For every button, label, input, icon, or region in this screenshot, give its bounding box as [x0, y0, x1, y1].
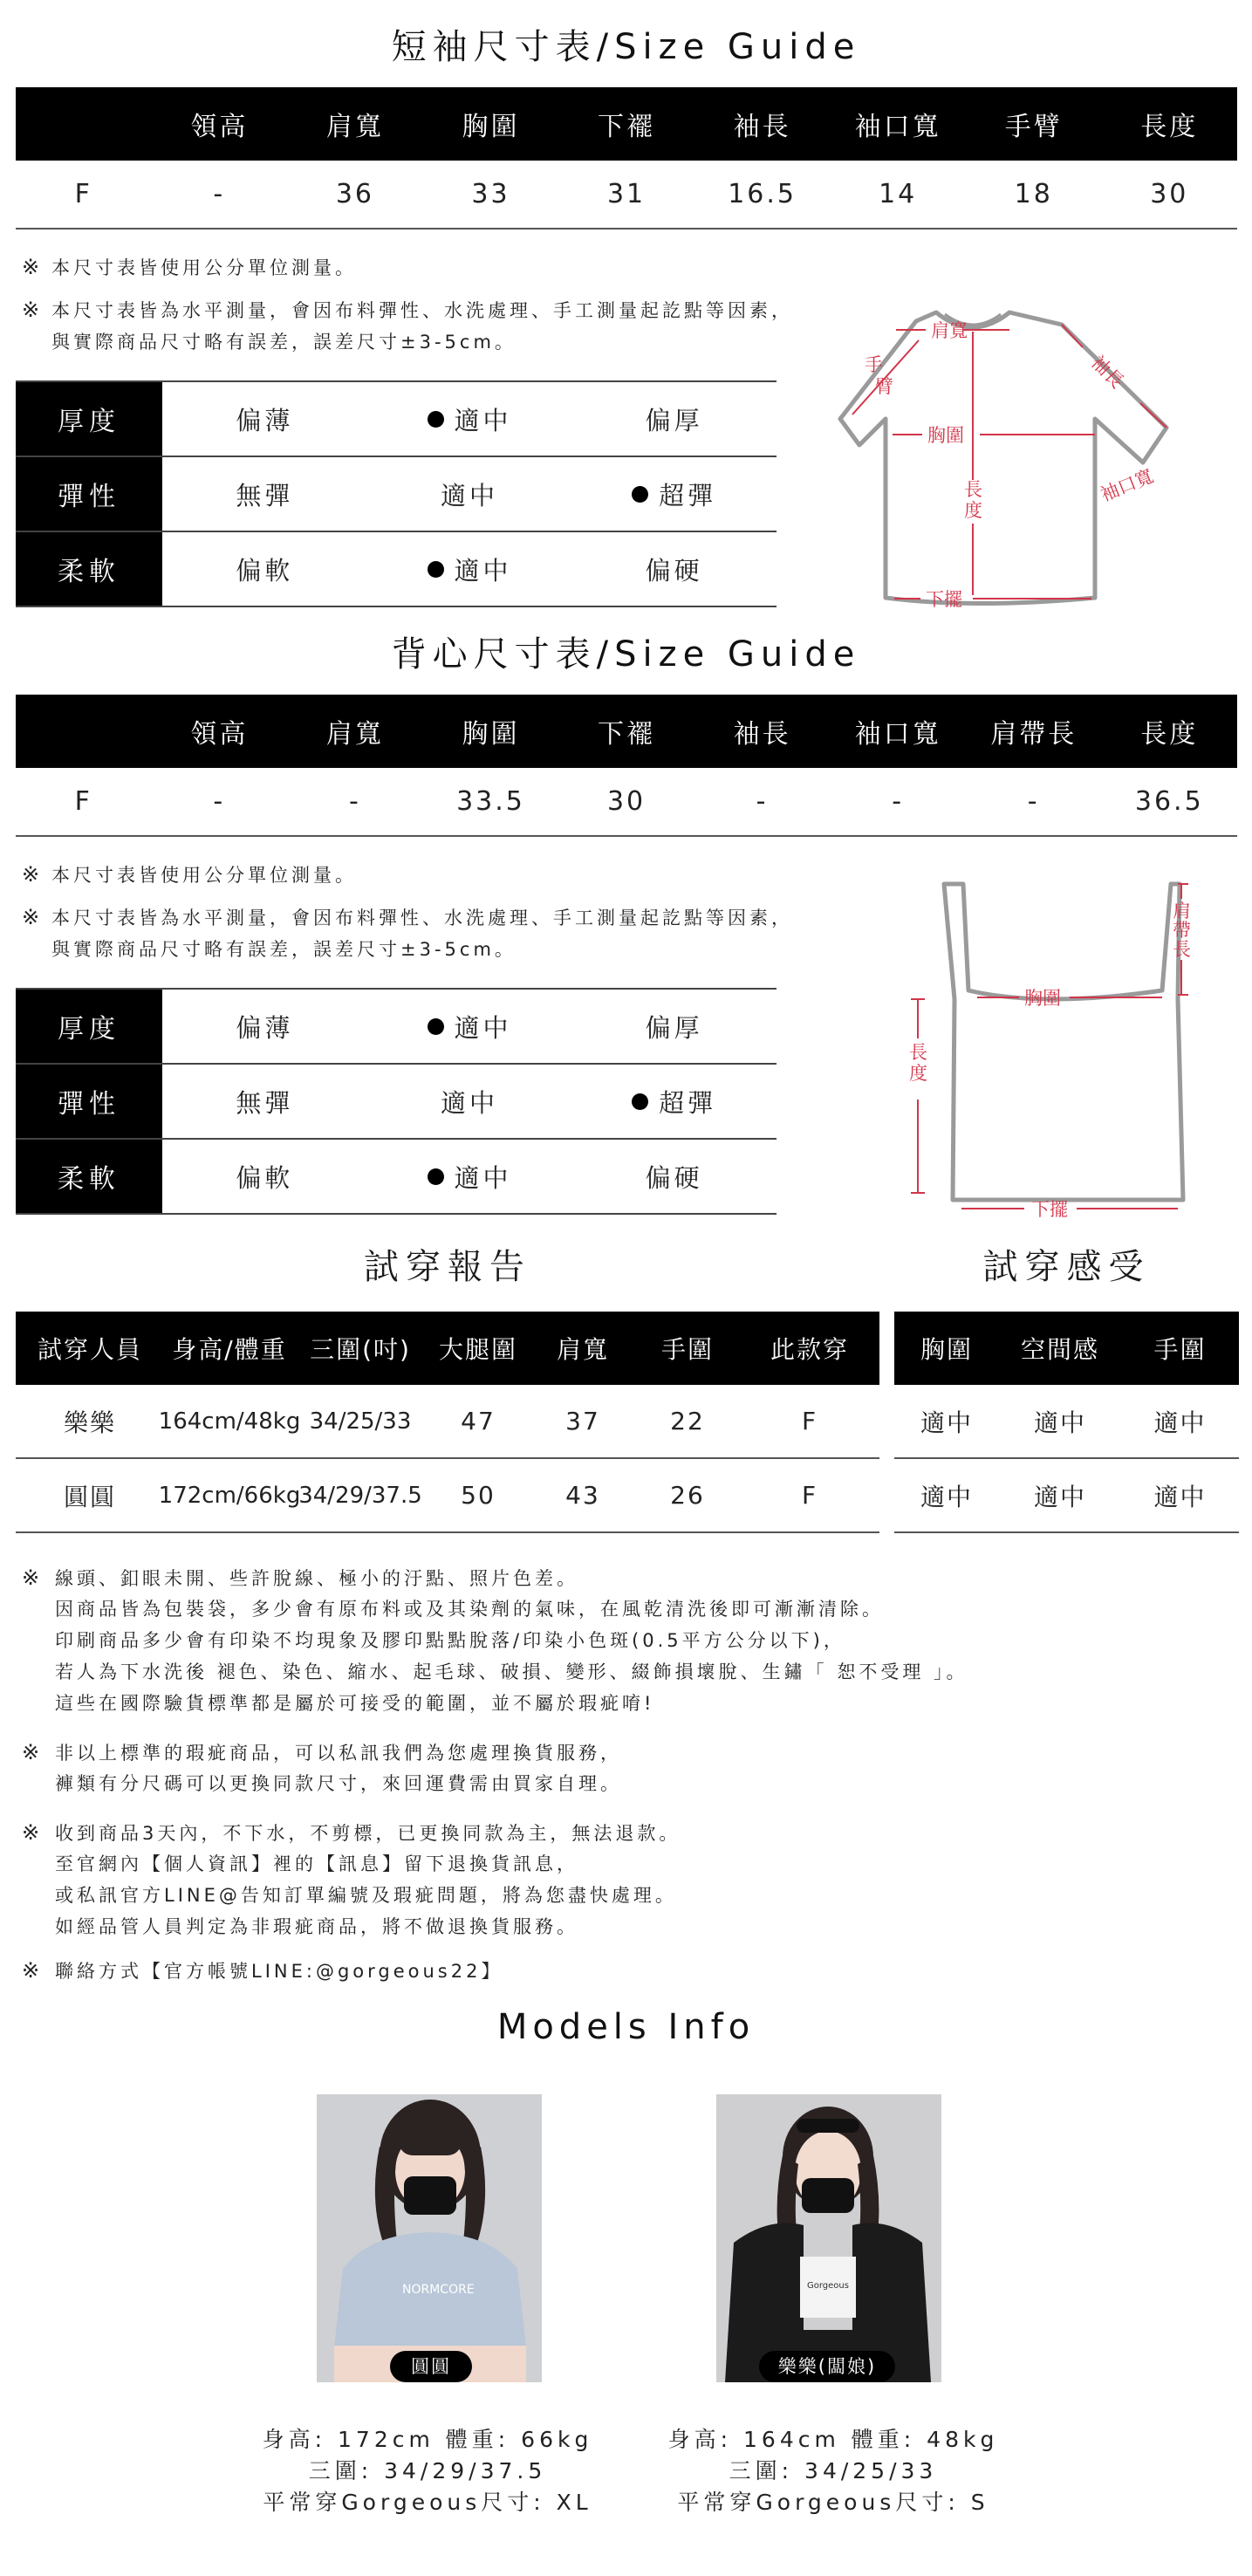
fabric-option: 偏薄	[236, 1012, 294, 1043]
tryon-cell: 50	[461, 1481, 496, 1510]
header-cell: 下襬	[598, 719, 656, 750]
policy-block-2	[22, 1737, 622, 1799]
reference-mark-icon: ※	[22, 1820, 44, 1845]
policy-text: 非以上標準的瑕疵商品，可以私訊我們為您處理換貨服務，	[55, 1743, 622, 1764]
reference-mark-icon: ※	[22, 1740, 44, 1764]
model-usual-size: 平常穿Gorgeous尺寸: XL	[263, 2490, 592, 2515]
value-cell: -	[213, 179, 226, 209]
vest-notes	[22, 859, 793, 965]
length-label-1: 長	[964, 479, 982, 500]
note-text: 與實際商品尺寸略有誤差，誤差尺寸±3-5cm。	[51, 332, 517, 353]
tryon-cell: 164cm/48kg	[158, 1408, 301, 1435]
tryon-cell: F	[801, 1407, 818, 1435]
fabric-row-elasticity	[16, 457, 777, 532]
model-stats: 身高: 172cm 體重: 66kg	[262, 2427, 593, 2452]
arm-label-1: 手	[865, 354, 883, 375]
header-cell: 肩寬	[325, 112, 384, 142]
table-row	[894, 1385, 1239, 1459]
selected-dot-icon	[632, 486, 648, 503]
chest-label: 胸圍	[927, 425, 964, 446]
vest-size-table	[16, 695, 1237, 837]
header-cell: 胸圍	[462, 719, 520, 750]
tryon-name: 圓圓	[63, 1482, 116, 1511]
fabric-option: 適中	[441, 1087, 499, 1118]
header-cell: 大腿圍	[438, 1335, 517, 1364]
arm-label-2: 臂	[875, 376, 893, 397]
header-cell: 此款穿	[770, 1335, 849, 1364]
reference-mark-icon: ※	[22, 1565, 44, 1590]
header-cell: 袖口寬	[854, 112, 941, 142]
tryon-cell: 34/29/37.5	[298, 1482, 422, 1509]
header-cell: 袖長	[733, 719, 791, 750]
tryon-cell: 26	[670, 1481, 705, 1510]
header-cell: 領高	[190, 112, 249, 142]
policy-block-1	[22, 1562, 968, 1719]
tee-size-title: 短袖尺寸表/Size Guide	[391, 27, 861, 67]
vest-size-title: 背心尺寸表/Size Guide	[391, 634, 861, 675]
model-photo-image	[317, 2094, 542, 2382]
hem-label: 下擺	[926, 589, 962, 610]
models-title: Models Info	[496, 2007, 756, 2047]
header-cell: 肩帶長	[990, 719, 1078, 750]
model-info-lele	[659, 2424, 1008, 2518]
tee-outline	[840, 312, 1166, 604]
selected-dot-icon	[428, 1018, 444, 1035]
shirt-print-text: Gorgeous	[807, 2281, 849, 2291]
model-caption: 圓圓	[390, 2351, 472, 2382]
policy-text: 褲類有分尺碼可以更換同款尺寸，來回運費需由買家自理。	[55, 1773, 622, 1794]
fabric-row-softness	[16, 532, 777, 607]
header-cell: 長度	[1140, 719, 1199, 750]
size-cell: F	[74, 786, 92, 817]
fabric-row-thickness	[16, 988, 777, 1065]
fabric-option: 偏軟	[236, 1162, 294, 1193]
policy-text: 因商品皆為包裝袋，多少會有原布料或及其染劑的氣味，在風乾清洗後即可漸漸清除。	[55, 1599, 884, 1620]
header-cell: 三圍(吋)	[310, 1335, 411, 1364]
policy-text: 或私訊官方LINE@告知訂單編號及瑕疵問題，將為您盡快處理。	[55, 1885, 677, 1906]
tryon-feel-header	[894, 1312, 1239, 1385]
model-photo-lele	[716, 2094, 941, 2382]
tryon-cell: 47	[461, 1407, 496, 1435]
selected-dot-icon	[632, 1093, 648, 1110]
selected-dot-icon	[428, 411, 444, 428]
header-cell: 肩寬	[325, 719, 384, 750]
policy-contact: 聯絡方式【官方帳號LINE:@gorgeous22】	[55, 1961, 503, 1982]
value-cell: -	[1027, 786, 1040, 817]
reference-mark-icon: ※	[22, 905, 44, 929]
reference-mark-icon: ※	[22, 298, 44, 322]
tryon-cell: 34/25/33	[309, 1408, 412, 1435]
policy-block-4	[22, 1955, 503, 1986]
fabric-option-selected: 適中	[367, 1140, 572, 1213]
value-cell: 16.5	[728, 179, 797, 209]
value-cell: 18	[1014, 179, 1053, 209]
model-measurements: 三圍: 34/29/37.5	[308, 2458, 547, 2484]
value-cell: 30	[1150, 179, 1189, 209]
cuff-label: 袖口寬	[1098, 465, 1157, 506]
tryon-cell: 22	[670, 1407, 705, 1435]
fabric-option: 適中	[441, 480, 499, 510]
fabric-option-selected: 適中	[367, 382, 572, 456]
value-cell: 14	[879, 179, 918, 209]
feel-cell: 適中	[1033, 1408, 1086, 1437]
length-label-1: 長	[909, 1042, 927, 1063]
policy-text: 線頭、釦眼未開、些許脫線、極小的汙點、照片色差。	[55, 1568, 578, 1589]
vest-fabric-table	[16, 988, 777, 1215]
fabric-option: 偏硬	[645, 555, 703, 586]
header-cell: 手圍	[660, 1335, 714, 1364]
fabric-label: 厚度	[16, 382, 162, 456]
selected-dot-icon	[428, 1168, 444, 1185]
fabric-option-selected: 超彈	[571, 457, 777, 531]
size-cell: F	[74, 179, 92, 209]
tee-size-header	[16, 87, 1237, 161]
tryon-feel-title: 試穿感受	[982, 1247, 1151, 1287]
policy-text: 至官網內【個人資訊】裡的【訊息】留下退換貨訊息，	[55, 1853, 578, 1874]
tryon-cell: 172cm/66kg	[158, 1482, 301, 1509]
vest-measure-diagram	[890, 877, 1221, 1226]
value-cell: 31	[606, 179, 647, 209]
strap-label-2: 帶	[1173, 920, 1191, 941]
table-row	[16, 1459, 879, 1533]
value-cell: -	[756, 786, 769, 817]
value-cell: -	[892, 786, 905, 817]
fabric-label: 彈性	[16, 457, 162, 531]
fabric-label: 柔軟	[16, 1140, 162, 1213]
strap-label-3: 長	[1173, 939, 1191, 960]
table-row	[16, 1385, 879, 1459]
sleeve-length-label: 袖長	[1086, 351, 1128, 393]
model-measurements: 三圍: 34/25/33	[729, 2458, 938, 2484]
value-cell: 30	[606, 786, 647, 817]
feel-cell: 適中	[920, 1408, 973, 1437]
header-cell: 領高	[190, 719, 249, 750]
value-cell: -	[348, 786, 361, 817]
fabric-row-elasticity	[16, 1065, 777, 1140]
tee-size-table	[16, 87, 1237, 230]
header-cell: 胸圍	[462, 112, 520, 142]
fabric-option: 偏硬	[645, 1162, 703, 1193]
strap-label-1: 肩	[1173, 901, 1191, 921]
model-caption: 樂樂(闆娘)	[759, 2351, 895, 2382]
model-info-yuanyuan	[253, 2424, 602, 2518]
table-row	[894, 1459, 1239, 1533]
tee-measure-diagram	[833, 288, 1200, 620]
shoulder-label: 肩寬	[931, 320, 968, 341]
value-cell: 33.5	[456, 786, 525, 817]
note-text: 本尺寸表皆為水平測量，會因布料彈性、水洗處理、手工測量起訖點等因素，	[51, 300, 793, 321]
tryon-header	[16, 1312, 879, 1385]
feel-cell: 適中	[920, 1482, 973, 1511]
fabric-label: 柔軟	[16, 532, 162, 606]
note-text: 本尺寸表皆為水平測量，會因布料彈性、水洗處理、手工測量起訖點等因素，	[51, 908, 793, 928]
length-label-2: 度	[909, 1063, 927, 1084]
fabric-option-selected: 超彈	[571, 1065, 777, 1138]
value-cell: 33	[471, 179, 510, 209]
fabric-row-thickness	[16, 380, 777, 457]
header-cell: 試穿人員	[37, 1335, 142, 1364]
value-cell: 36	[335, 179, 374, 209]
tryon-title: 試穿報告	[364, 1247, 531, 1287]
table-row	[16, 161, 1237, 230]
reference-mark-icon: ※	[22, 1958, 44, 1983]
fabric-option: 偏薄	[236, 405, 294, 435]
fabric-label: 厚度	[16, 990, 162, 1063]
table-row	[16, 768, 1237, 837]
vest-size-header	[16, 695, 1237, 768]
shirt-print-text: NORMCORE	[402, 2283, 475, 2297]
model-photo-image	[716, 2094, 941, 2382]
header-cell	[16, 695, 152, 768]
header-cell: 胸圍	[920, 1335, 973, 1364]
policy-text: 收到商品3天內，不下水，不剪標，已更換同款為主，無法退款。	[55, 1823, 681, 1844]
header-cell: 肩寬	[556, 1335, 609, 1364]
tryon-name: 樂樂	[63, 1408, 116, 1437]
note-text: 本尺寸表皆使用公分單位測量。	[51, 865, 357, 886]
header-cell	[16, 87, 152, 161]
note-text: 本尺寸表皆使用公分單位測量。	[51, 257, 357, 278]
value-cell: 36.5	[1134, 786, 1204, 817]
fabric-option: 無彈	[236, 1087, 294, 1118]
header-cell: 空間感	[1020, 1335, 1099, 1364]
header-cell: 手圍	[1153, 1335, 1207, 1364]
chest-label: 胸圍	[1024, 988, 1061, 1009]
selected-dot-icon	[428, 561, 444, 578]
feel-cell: 適中	[1033, 1482, 1086, 1511]
fabric-option-selected: 適中	[367, 532, 572, 606]
fabric-row-softness	[16, 1140, 777, 1215]
model-stats: 身高: 164cm 體重: 48kg	[667, 2427, 999, 2452]
policy-text: 如經品管人員判定為非瑕疵商品，將不做退換貨服務。	[55, 1916, 578, 1937]
policy-text: 若人為下水洗後 褪色、染色、縮水、起毛球、破損、變形、綴飾損壞脫、生鏽「 恕不受理 」。	[55, 1661, 968, 1682]
header-cell: 身高/體重	[172, 1335, 287, 1364]
fabric-option: 偏厚	[645, 405, 703, 435]
fabric-option: 偏厚	[645, 1012, 703, 1043]
length-label-2: 度	[964, 500, 982, 521]
policy-text: 印刷商品多少會有印染不均現象及膠印點點脫落/印染小色斑(0.5平方公分以下)，	[55, 1630, 845, 1651]
tryon-cell: 37	[565, 1407, 600, 1435]
header-cell: 長度	[1140, 112, 1199, 142]
note-text: 與實際商品尺寸略有誤差，誤差尺寸±3-5cm。	[51, 939, 517, 960]
header-cell: 手臂	[1004, 112, 1063, 142]
policy-text: 這些在國際驗貨標準都是屬於可接受的範圍，並不屬於瑕疵唷!	[55, 1693, 655, 1714]
header-cell: 袖長	[733, 112, 791, 142]
fabric-option: 偏軟	[236, 555, 294, 586]
reference-mark-icon: ※	[22, 862, 44, 887]
fabric-label: 彈性	[16, 1065, 162, 1138]
tee-notes	[22, 251, 793, 358]
tee-fabric-table	[16, 380, 777, 607]
fabric-option: 無彈	[236, 480, 294, 510]
fabric-option-selected: 適中	[367, 990, 572, 1063]
header-cell: 下襬	[598, 112, 656, 142]
model-usual-size: 平常穿Gorgeous尺寸: S	[677, 2490, 989, 2515]
tryon-cell: F	[801, 1481, 818, 1510]
policy-block-3	[22, 1817, 681, 1942]
header-cell: 袖口寬	[854, 719, 941, 750]
feel-cell: 適中	[1153, 1408, 1207, 1437]
feel-cell: 適中	[1153, 1482, 1207, 1511]
hem-label: 下擺	[1031, 1199, 1068, 1220]
tryon-cell: 43	[565, 1481, 600, 1510]
reference-mark-icon: ※	[22, 255, 44, 279]
vest-outline	[944, 884, 1183, 1200]
model-photo-yuanyuan	[317, 2094, 542, 2382]
value-cell: -	[213, 786, 226, 817]
